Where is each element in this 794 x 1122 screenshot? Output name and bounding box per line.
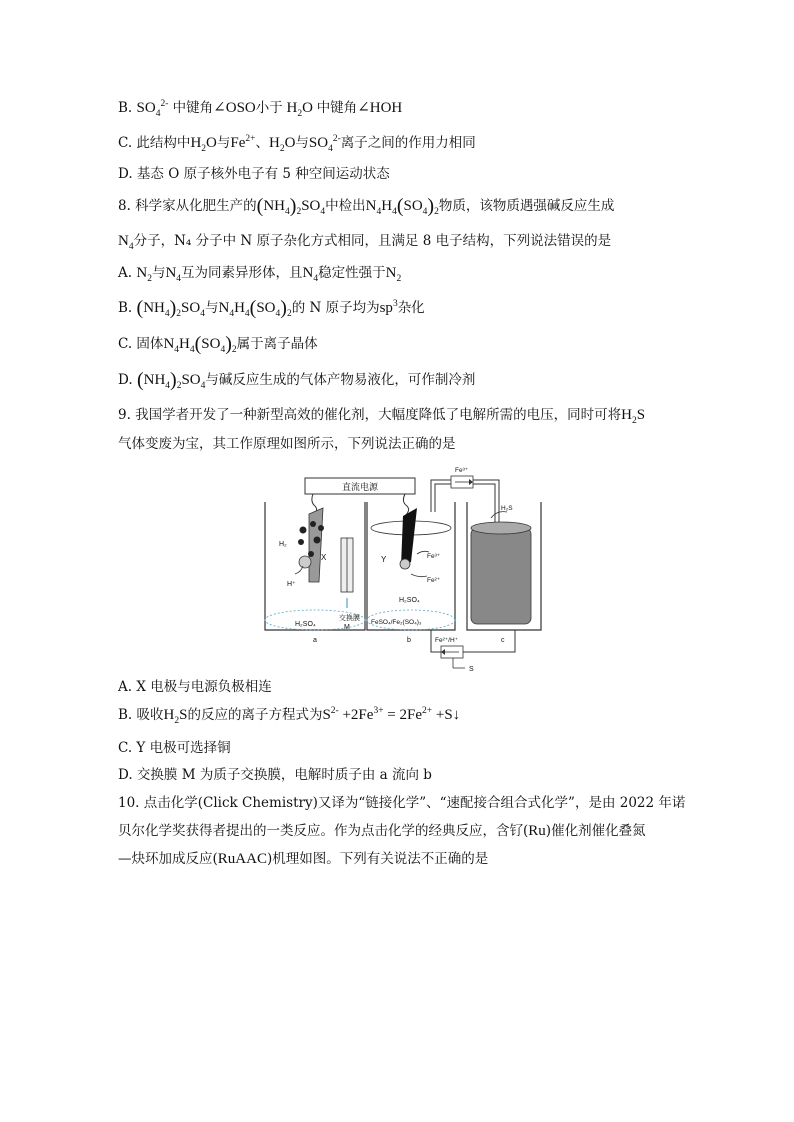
svg-text:b: b [407,637,411,644]
q9-stem-line1: 9. 我国学者开发了一种新型高效的催化剂，大幅度降低了电解所需的电压，同时可将$H_2S$ [118,407,646,426]
svg-text:M: M [344,624,350,631]
q8-option-a: A. $N_2$与$N_4$互为同素异形体，且$N_4$稳定性强于$N_2$ [118,265,402,284]
svg-text:交换膜: 交换膜 [339,615,360,622]
svg-text:a: a [313,637,317,644]
q8-stem-line2: $N_4$分子，N₄ 分子中 N 原子杂化方式相同，且满足 8 电子结构，下列说法错误的是 [118,233,612,252]
q10-stem-line1: 10. 点击化学(Click Chemistry)又译为“链接化学”、“速配接合组合式化学”，是由 2022 年诺 [118,795,686,811]
svg-text:H₂S: H₂S [501,505,513,512]
q7-option-c: C. 此结构中$H_2O$与$Fe^{2+}$、$H_2O$与$SO_4^{2-}$离子之间的作用力相同 [118,134,476,154]
power-supply-label: 直流电源 [341,482,379,492]
svg-text:H₂SO₄: H₂SO₄ [295,621,316,628]
q9-option-a: A. X 电极与电源负极相连 [118,679,272,695]
svg-text:Fe³⁺: Fe³⁺ [455,467,469,474]
q10-stem-line3: —炔环加成反应(RuAAC)机理如图。下列有关说法不正确的是 [118,851,489,867]
q8-stem-line1: 8. 科学家从化肥生产的$(NH_4)_2SO_4$中检出$N_4H_4(SO_4)_2$物质，该物质遇强碱反应生成 [118,195,615,217]
q10-stem-line2: 贝尔化学奖获得者提出的一类反应。作为点击化学的经典反应，含钌(Ru)催化剂催化叠氮 [118,823,646,839]
q8-option-c: C. 固体$N_4H_4(SO_4)_2$属于离子晶体 [118,333,318,355]
svg-text:Fe²⁺: Fe²⁺ [427,577,441,584]
q7-option-d: D. 基态 O 原子核外电子有 5 种空间运动状态 [118,166,390,182]
svg-text:FeSO₄/Fe₂(SO₄)₃: FeSO₄/Fe₂(SO₄)₃ [371,619,422,626]
svg-text:S: S [469,666,474,673]
q9-option-d: D. 交换膜 M 为质子交换膜，电解时质子由 a 流向 b [118,767,432,783]
svg-text:Fe²⁺/H⁺: Fe²⁺/H⁺ [435,637,459,644]
svg-text:Fe³⁺: Fe³⁺ [427,553,441,560]
svg-text:H₂SO₄: H₂SO₄ [399,597,420,604]
svg-text:c: c [501,637,505,644]
svg-text:X: X [321,553,327,562]
q9-option-c: C. Y 电极可选择铜 [118,740,231,756]
q7-option-b: B. $SO_4^{2-}$ 中键角∠OSO小于 $H_2O$ 中键角∠HOH [118,99,403,119]
svg-text:H₂: H₂ [279,541,287,548]
svg-text:Y: Y [381,555,387,564]
q8-option-d: D. $(NH_4)_2SO_4$与碱反应生成的气体产物易液化，可作制冷剂 [118,369,476,391]
q8-option-b: B. $(NH_4)_2SO_4$与$N_4H_4(SO_4)_2$的 N 原子均为$sp^3$杂化 [118,297,425,319]
q9-stem-line2: 气体变废为宝，其工作原理如图所示，下列说法正确的是 [118,436,456,452]
svg-text:H⁺: H⁺ [287,581,296,588]
q9-option-b: B. 吸收$H_2S$的反应的离子方程式为$S^{2-} +2Fe^{3+} = 2Fe^{2+}$ +S↓ [118,706,461,726]
electrolysis-diagram [255,462,545,674]
